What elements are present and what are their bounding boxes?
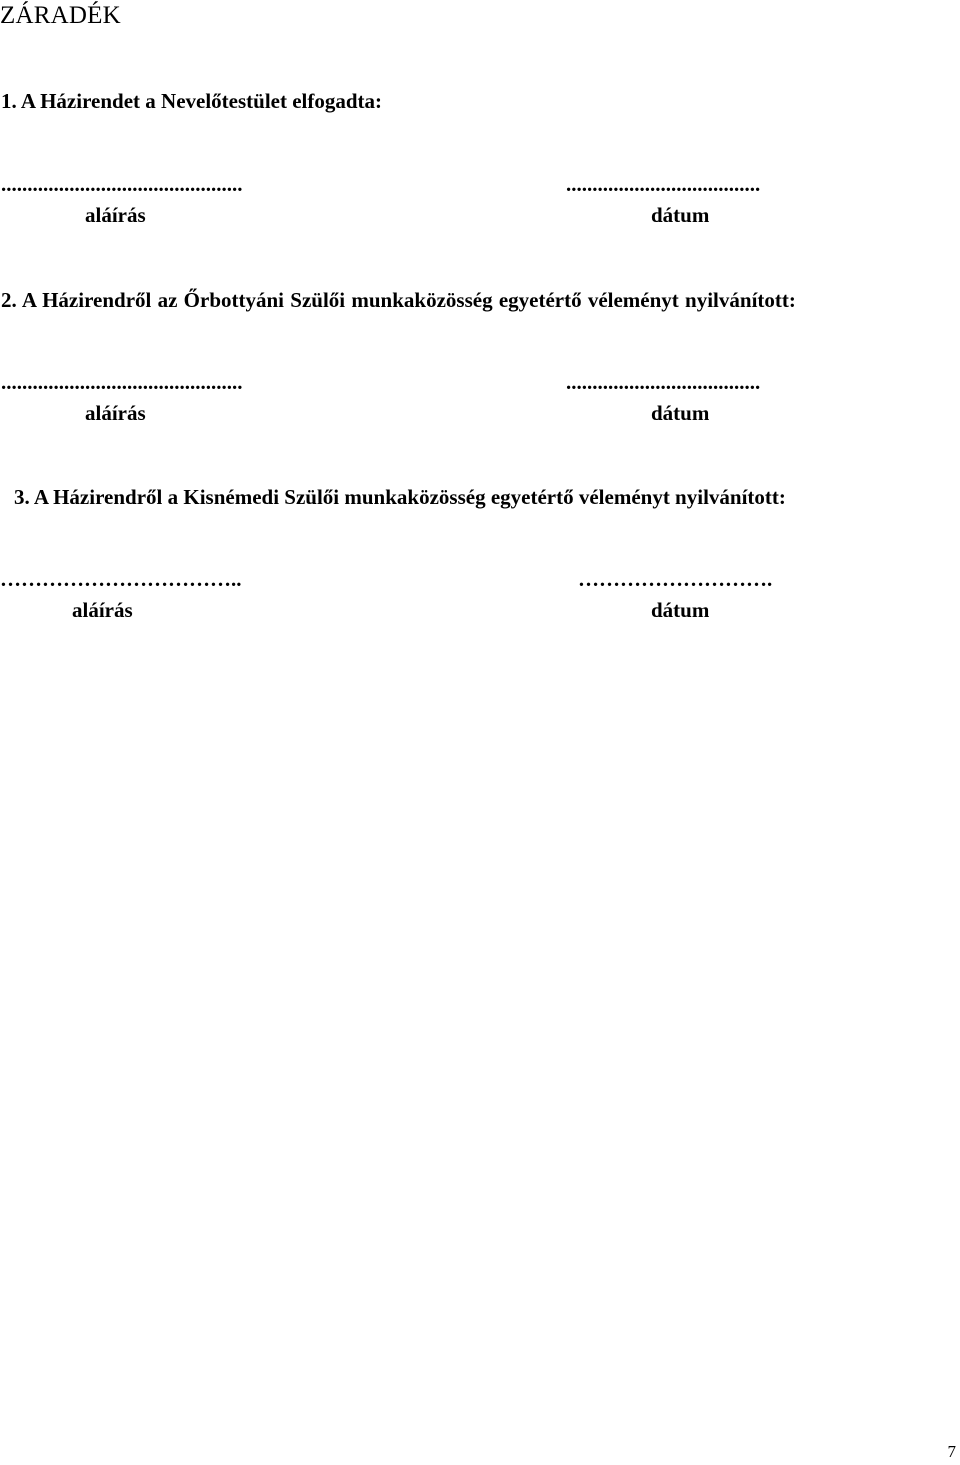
section-2-date-line: .....................................	[566, 370, 761, 394]
document-title: ZÁRADÉK	[0, 2, 121, 29]
section-1-signature-line: ..............................................	[1, 172, 243, 196]
page-number: 7	[947, 1442, 956, 1461]
section-3-signature-line: ……………………………..	[0, 567, 242, 591]
section-3-date-label: dátum	[651, 598, 710, 622]
section-2-statement: 2. A Házirendről az Őrbottyáni Szülői munkaközösség egyetértő véleményt nyilvánított:	[1, 288, 796, 312]
section-1-statement: 1. A Házirendet a Nevelőtestület elfogadta:	[1, 89, 383, 113]
section-2-signature-label: aláírás	[85, 401, 146, 425]
section-1-date-label: dátum	[651, 203, 710, 227]
section-2-signature-line: ..............................................	[1, 370, 243, 394]
section-3-date-line: ……………………….	[578, 567, 773, 591]
section-3-statement: 3. A Házirendről a Kisnémedi Szülői munkaközösség egyetértő véleményt nyilvánított:	[14, 485, 786, 509]
section-2-date-label: dátum	[651, 401, 710, 425]
section-1-signature-label: aláírás	[85, 203, 146, 227]
section-1-date-line: .....................................	[566, 172, 761, 196]
section-3-signature-label: aláírás	[72, 598, 133, 622]
